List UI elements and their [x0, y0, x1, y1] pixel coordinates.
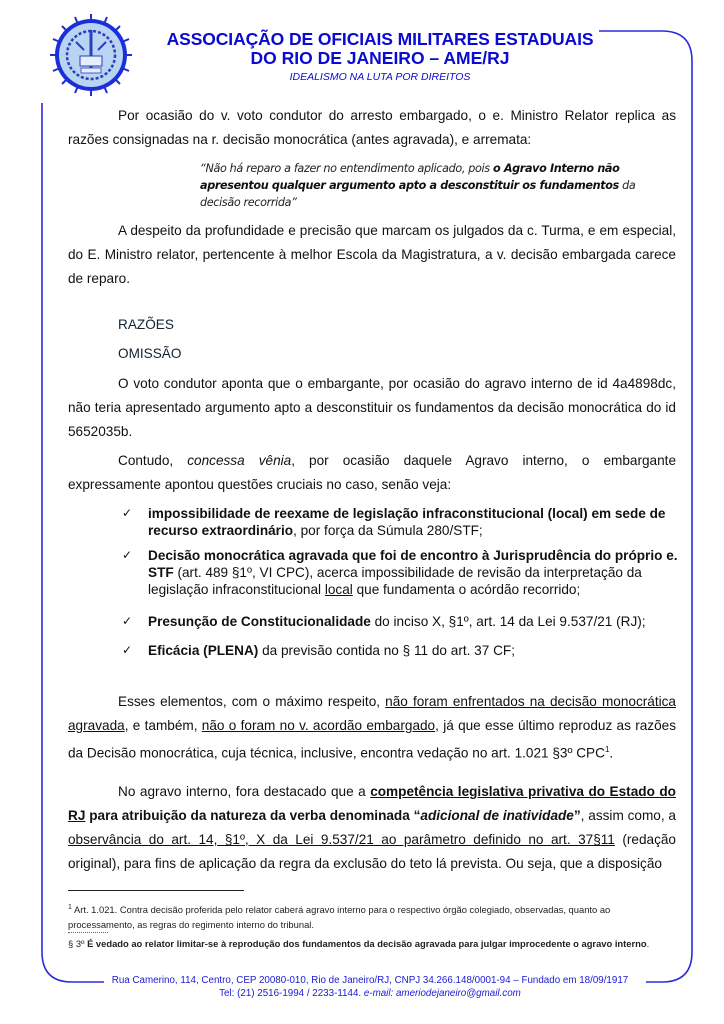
- p6-text-2: , assim como, a: [580, 808, 676, 823]
- bullet-item: [122, 613, 678, 630]
- check-icon: ✓: [122, 506, 133, 520]
- association-motto: IDEALISMO NA LUTA POR DIREITOS: [289, 71, 471, 83]
- footnote-2: [68, 936, 676, 951]
- footnote-ref[interactable]: 1: [604, 745, 610, 754]
- p6-bold-underlined: competência legislativa privativa do Estado do RJ: [68, 784, 676, 823]
- bullet-item: [122, 547, 678, 598]
- p4-italic: concessa vênia: [187, 453, 292, 468]
- footer-email[interactable]: e-mail: ameriodejaneiro@gmail.com: [363, 988, 521, 999]
- check-icon: ✓: [122, 643, 133, 657]
- footer-contact: [100, 988, 640, 1000]
- footnote-dotted-separator: [68, 932, 108, 933]
- bullet-bold: Presunção de Constitucionalidade: [148, 614, 371, 629]
- association-title-line1: ASSOCIAÇÃO DE OFICIAIS MILITARES ESTADUAIS: [166, 29, 594, 49]
- p6-bold-2: ”: [573, 808, 581, 823]
- bullet-text: , por força da Súmula 280/STF;: [293, 523, 483, 538]
- bullet-bold: Decisão monocrática agravada que foi de encontro à Jurisprudência do próprio e. STF: [148, 548, 678, 580]
- p5-text-4: .: [609, 745, 614, 761]
- bullet-bold: impossibilidade de reexame de legislação infraconstitucional (local) em sede de recurso extraordinário: [148, 506, 666, 538]
- footnote-1: [68, 900, 676, 932]
- footnote-1-text: Art. 1.021. Contra decisão proferida pelo relator caberá agravo interno para o respectivo órgão colegiado, observadas, quanto ao processamento, as regras do regimento interno do tribunal.: [68, 904, 611, 931]
- p6-text-3: (redação original), para fins de aplicação da regra da exclusão do teto lá prevista. Ou seja, que a disposição: [68, 832, 676, 871]
- quote-text-2: da decisão recorrida”: [200, 179, 636, 209]
- block-quote: [200, 160, 678, 211]
- association-seal-logo: [48, 12, 134, 98]
- bullet-item: [122, 642, 678, 659]
- p4-text-2: , por ocasião daquele Agravo interno, o embargante expressamente apontou questões cruciais no caso, senão veja:: [68, 453, 677, 492]
- bullet-text: que fundamenta o acórdão recorrido;: [352, 582, 581, 597]
- footnote-2-bold: É vedado ao relator limitar-se à reprodução dos fundamentos da decisão agravada para julgar improcedente o agravo interno: [87, 938, 647, 949]
- paragraph-4: [68, 449, 676, 497]
- p6-bold-1: para atribuição da natureza da verba denominada “: [85, 808, 421, 823]
- footer-address: Rua Camerino, 114, Centro, CEP 20080-010, Rio de Janeiro/RJ, CNPJ 34.266.148/0001-94 – Fundado em 18/09/1917: [111, 975, 629, 986]
- p5-underlined-2: não o foram no v. acordão embargado: [201, 718, 436, 733]
- paragraph-6: [68, 780, 676, 876]
- p6-underlined: observância do art. 14, §1º, X da Lei 9.537/21 ao parâmetro definido no art. 37§11: [68, 832, 615, 847]
- footer-phone: Tel: (21) 2516-1994 / 2233-1144.: [219, 988, 364, 999]
- quote-bold: o Agravo Interno não apresentou qualquer argumento apto a desconstituir os fundamentos: [200, 162, 620, 192]
- association-title-line2: DO RIO DE JANEIRO – AME/RJ: [250, 48, 510, 68]
- bullet-item: [122, 505, 678, 539]
- section-heading-razoes: RAZÕES: [118, 317, 174, 332]
- footnote-2-end: .: [646, 938, 650, 949]
- paragraph-5: [68, 690, 676, 766]
- bullet-bold: Eficácia (PLENA): [148, 643, 259, 658]
- bullet-text: do inciso X, §1º, art. 14 da Lei 9.537/21 (RJ);: [370, 614, 646, 629]
- bullet-text: da previsão contida no § 11 do art. 37 CF;: [258, 643, 515, 658]
- check-icon: ✓: [122, 614, 133, 628]
- paragraph-2: A despeito da profundidade e precisão que marcam os julgados da c. Turma, e em especial, do E. Ministro relator, pertencente à melhor Escola da Magistratura, a v. decisão embargada carece de reparo.: [68, 223, 676, 286]
- p4-text-1: Contudo,: [118, 453, 188, 468]
- paragraph-1: Por ocasião do v. voto condutor do arresto embargado, o e. Ministro Relator replica as razões consignadas na r. decisão monocrática (antes agravada), e arremata:: [68, 108, 676, 147]
- footnote-2-prefix: § 3º: [68, 938, 88, 949]
- p6-bold-italic: adicional de inatividade: [420, 808, 574, 823]
- quote-text-1: “Não há reparo a fazer no entendimento aplicado, pois: [200, 162, 493, 175]
- p5-text-2: , e também,: [124, 718, 202, 733]
- footnote-separator: [68, 890, 244, 891]
- p5-underlined-1: não foram enfrentados na decisão monocrática agravada: [68, 694, 676, 733]
- p5-text-1: Esses elementos, com o máximo respeito,: [118, 694, 386, 709]
- p6-text-1: No agravo interno, fora destacado que a: [118, 784, 371, 799]
- footnote-mark: 1: [68, 904, 72, 911]
- check-icon: ✓: [122, 548, 133, 562]
- section-heading-omissao: OMISSÃO: [118, 346, 182, 361]
- bullet-text: (art. 489 §1º, VI CPC), acerca impossibilidade de revisão da interpretação da legislação infraconstitucional: [148, 565, 642, 597]
- paragraph-3: O voto condutor aponta que o embargante, por ocasião do agravo interno de id 4a4898dc, não teria apresentado argumento apto a desconstituir os fundamentos da decisão monocrática do id 5652035b.: [68, 376, 676, 439]
- bullet-underlined: local: [324, 582, 353, 597]
- p5-text-3: , já que esse último reproduz as razões da Decisão monocrática, cuja técnica, inclusive, encontra vedação no art. 1.021 §3º CPC: [68, 718, 676, 761]
